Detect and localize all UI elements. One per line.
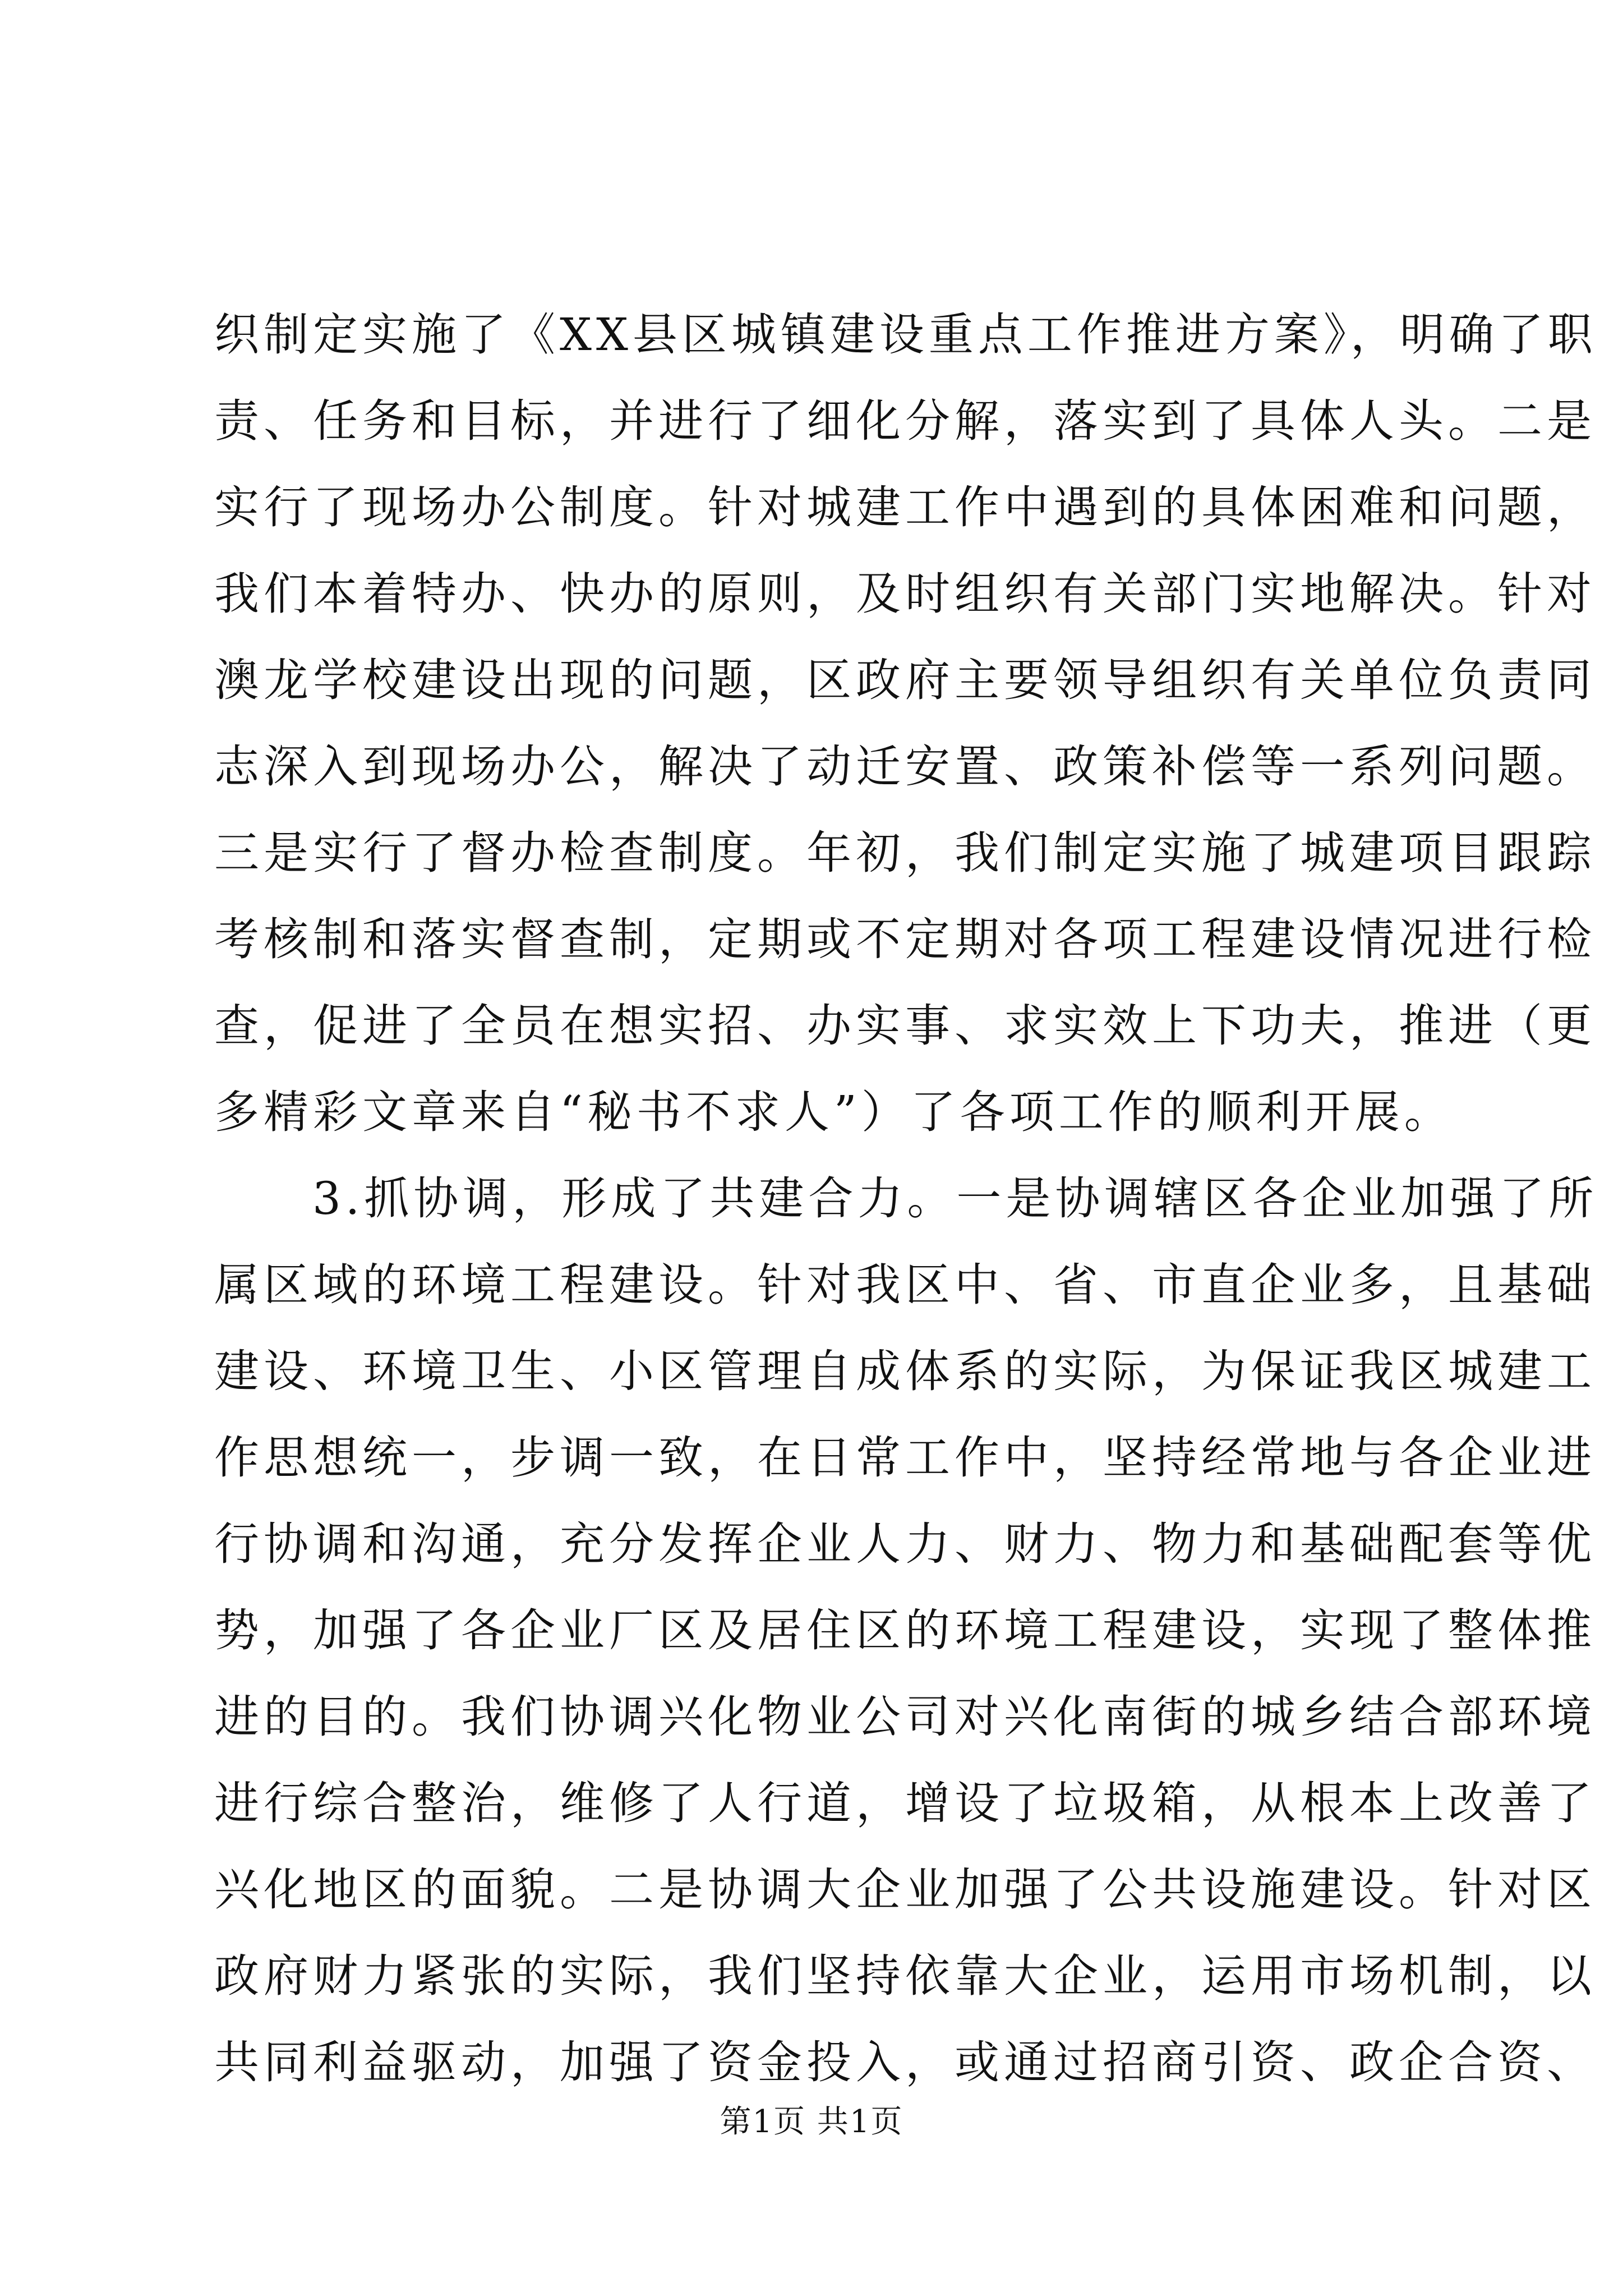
text-line: 织制定实施了《XX县区城镇建设重点工作推进方案》，明确了职 (214, 309, 1597, 361)
text-line: 三是实行了督办检查制度。年初，我们制定实施了城建项目跟踪 (214, 827, 1596, 879)
text-line: 查，促进了全员在想实招、办实事、求实效上下功夫，推进（更 (214, 1000, 1596, 1052)
text-line: 共同利益驱动，加强了资金投入，或通过招商引资、政企合资、 (214, 2036, 1596, 2088)
text-line: 势，加强了各企业厂区及居住区的环境工程建设，实现了整体推 (214, 1604, 1596, 1657)
text-line: 进行综合整治，维修了人行道，增设了垃圾箱，从根本上改善了 (214, 1777, 1596, 1829)
page-footer: 第1页 共1页 (720, 2104, 903, 2140)
text-line: 考核制和落实督查制，定期或不定期对各项工程建设情况进行检 (214, 913, 1596, 965)
text-line: 我们本着特办、快办的原则，及时组织有关部门实地解决。针对 (214, 568, 1596, 620)
text-line: 政府财力紧张的实际，我们坚持依靠大企业，运用市场机制，以 (214, 1950, 1596, 2002)
text-line: 属区域的环境工程建设。针对我区中、省、市直企业多，且基础 (214, 1259, 1596, 1311)
text-line: 作思想统一，步调一致，在日常工作中，坚持经常地与各企业进 (214, 1432, 1596, 1484)
text-line: 行协调和沟通，充分发挥企业人力、财力、物力和基础配套等优 (214, 1518, 1596, 1570)
text-line: 实行了现场办公制度。针对城建工作中遇到的具体困难和问题， (214, 481, 1596, 533)
text-line: 澳龙学校建设出现的问题，区政府主要领导组织有关单位负责同 (214, 654, 1596, 706)
text-line: 志深入到现场办公，解决了动迁安置、政策补偿等一系列问题。 (214, 740, 1596, 793)
text-line: 兴化地区的面貌。二是协调大企业加强了公共设施建设。针对区 (214, 1864, 1596, 1916)
text-line: 进的目的。我们协调兴化物业公司对兴化南街的城乡结合部环境 (214, 1691, 1596, 1743)
text-line: 责、任务和目标，并进行了细化分解，落实到了具体人头。二是 (214, 395, 1596, 447)
text-line: 建设、环境卫生、小区管理自成体系的实际，为保证我区城建工 (214, 1345, 1596, 1397)
body-text (214, 292, 1598, 2106)
text-line: 多精彩文章来自“秘书不求人”）了各项工作的顺利开展。 (214, 1086, 1454, 1138)
paragraph-start-line: 3.抓协调，形成了共建合力。一是协调辖区各企业加强了所 (312, 1172, 1598, 1225)
